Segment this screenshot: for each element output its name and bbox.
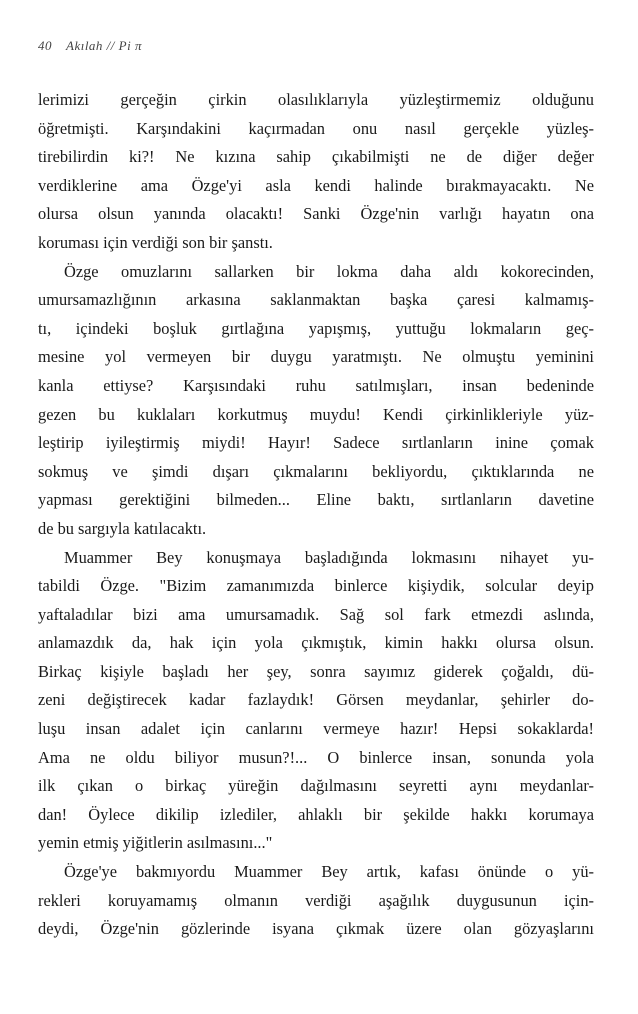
text-line: zeni değiştirecek kadar fazlaydık! Görsen meydanlar, şehirler do- <box>38 690 594 710</box>
text-line: olursa olsun yanında olacaktı! Sanki Özge'nin varlığı hayatın ona <box>38 204 594 224</box>
text-line: mesine yol vermeyen bir duygu yaratmıştı. Ne olmuştu yeminini <box>38 347 594 367</box>
text-line: rekleri koruyamamış olmanın verdiği aşağılık duygusunun için- <box>38 890 594 910</box>
text-line: anlamazdık da, hak için yola çıkmıştık, kimin hakkı olursa olsun. <box>38 633 594 653</box>
running-header <box>38 38 142 54</box>
text-line: deydi, Özge'nin gözlerinde isyana çıkmak üzere olan gözyaşlarını <box>38 919 594 939</box>
paragraph <box>38 258 594 544</box>
text-line: de bu sargıyla katılacaktı. <box>38 518 207 538</box>
text-line: Birkaç kişiyle başladı her şey, sonra sayımız giderek çoğaldı, dü- <box>38 661 594 681</box>
text-line: leştirip iyileştirmiş miydi! Hayır! Sadece sırtlanların inine çomak <box>38 433 594 453</box>
text-line: Ama ne oldu biliyor musun?!... O binlerce insan, sonunda yola <box>38 747 594 767</box>
body-text <box>38 86 594 944</box>
text-line: umursamazlığının arkasına saklanmaktan başka çaresi kalmamış- <box>38 290 594 310</box>
text-line: yemin etmiş yiğitlerin asılmasını..." <box>38 833 273 853</box>
text-line: yapması gerektiğini bilmeden... Eline baktı, sırtlanların davetine <box>38 490 594 510</box>
text-line: Özge'ye bakmıyordu Muammer Bey artık, kafası önünde o yü- <box>64 862 594 882</box>
book-title: Akılah // Pi π <box>66 38 142 53</box>
text-line: kanla ettiyse? Karşısındaki ruhu satılmışları, insan bedeninde <box>38 375 594 395</box>
text-line: tabildi Özge. "Bizim zamanımızda binlerce kişiydik, solcular deyip <box>38 576 594 596</box>
text-line: yaftaladılar bizi ama umursamadık. Sağ sol fark etmezdi aslında, <box>38 604 594 624</box>
text-line: tı, içindeki boşluk gırtlağına yapışmış, yuttuğu lokmaların geç- <box>38 318 594 338</box>
text-line: lerimizi gerçeğin çirkin olasılıklarıyla yüzleştirmemiz olduğunu <box>38 90 594 109</box>
paragraph <box>38 858 594 944</box>
text-line: ilk çıkan o birkaç yüreğin dağılmasını seyretti aynı meydanlar- <box>38 776 594 796</box>
text-line: dan! Öylece dikilip izlediler, ahlaklı bir şekilde hakkı korumaya <box>38 804 594 824</box>
text-line: luşu insan adalet için canlarını vermeye hazır! Hepsi sokaklarda! <box>38 719 594 739</box>
page-number: 40 <box>38 38 52 53</box>
text-line: verdiklerine ama Özge'yi asla kendi halinde bırakmayacaktı. Ne <box>38 175 594 195</box>
text-line: sokmuş ve şimdi dışarı çıkmalarını bekliyordu, çıktıklarında ne <box>38 461 594 481</box>
text-line: gezen bu kuklaları korkutmuş muydu! Kendi çirkinlikleriyle yüz- <box>38 404 594 424</box>
text-line: koruması için verdiği son bir şanstı. <box>38 232 273 252</box>
paragraph <box>38 86 594 258</box>
text-line: tirebilirdin ki?! Ne kızına sahip çıkabilmişti ne de diğer değer <box>38 147 594 167</box>
text-line: Muammer Bey konuşmaya başladığında lokmasını nihayet yu- <box>64 547 594 567</box>
paragraph <box>38 544 594 859</box>
text-line: öğretmişti. Karşındakini kaçırmadan onu nasıl gerçekle yüzleş- <box>38 118 594 138</box>
text-line: Özge omuzlarını sallarken bir lokma daha aldı kokorecinden, <box>64 261 594 281</box>
